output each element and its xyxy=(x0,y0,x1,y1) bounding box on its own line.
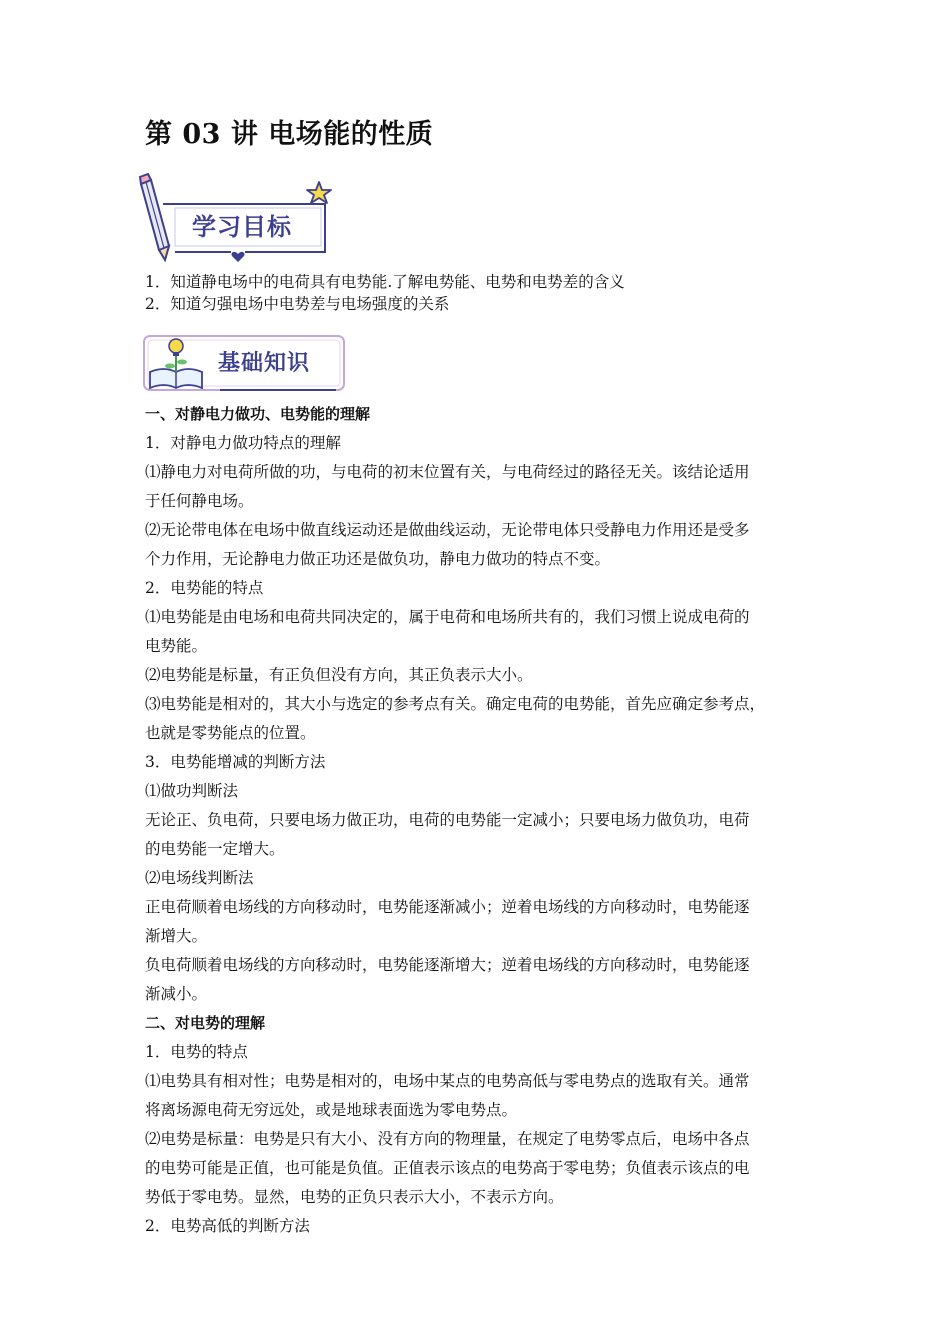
paragraph-line: 正电荷顺着电场线的方向移动时，电势能逐渐减小；逆着电场线的方向移动时，电势能逐 xyxy=(145,898,750,916)
paragraph-line: ⑵无论带电体在电场中做直线运动还是做曲线运动，无论带电体只受静电力作用还是受多 xyxy=(145,521,750,539)
paragraph-line: 于任何静电场。 xyxy=(145,492,254,510)
page-title: 第 03 讲 电场能的性质 xyxy=(145,119,434,150)
paragraph-line: 1．电势的特点 xyxy=(145,1043,248,1061)
paragraph-line: ⑶电势能是相对的，其大小与选定的参考点有关。确定电荷的电势能，首先应确定参考点， xyxy=(145,695,766,713)
paragraph-line: ⑵电场线判断法 xyxy=(145,869,254,887)
paragraph-line: 无论正、负电荷，只要电场力做正功，电荷的电势能一定减小；只要电场力做负功，电荷 xyxy=(145,811,750,829)
paragraph-line: 2．电势高低的判断方法 xyxy=(145,1217,310,1235)
paragraph-line: 2．电势能的特点 xyxy=(145,579,264,597)
paragraph-line: ⑴电势具有相对性；电势是相对的，电场中某点的电势高低与零电势点的选取有关。通常 xyxy=(145,1072,750,1090)
paragraph-line: 也就是零势能点的位置。 xyxy=(145,724,316,742)
knowledge-body xyxy=(145,400,825,1241)
paragraph-line: 渐减小。 xyxy=(145,985,208,1003)
star-icon xyxy=(307,182,331,203)
paragraph-line: 将离场源电荷无穷远处，或是地球表面选为零电势点。 xyxy=(145,1101,518,1119)
paragraph-line: ⑵电势是标量：电势是只有大小、没有方向的物理量，在规定了电势零点后，电场中各点 xyxy=(145,1130,750,1148)
paragraph-line: 的电势可能是正值，也可能是负值。正值表示该点的电势高于零电势；负值表示该点的电 xyxy=(145,1159,750,1177)
paragraph-line: 的电势能一定增大。 xyxy=(145,840,285,858)
paragraph-line: 负电荷顺着电场线的方向移动时，电势能逐渐增大；逆着电场线的方向移动时，电势能逐 xyxy=(145,956,750,974)
paragraph-line: 3．电势能增减的判断方法 xyxy=(145,753,326,771)
section-heading: 二、对电势的理解 xyxy=(145,1014,266,1032)
paragraph-line: 渐增大。 xyxy=(145,927,208,945)
heart-icon xyxy=(232,252,245,262)
paragraph-line: 1．对静电力做功特点的理解 xyxy=(145,434,341,452)
objective-1: 1．知道静电场中的电荷具有电势能.了解电势能、电势和电势差的含义 xyxy=(145,273,625,291)
paragraph-line: ⑵电势能是标量，有正负但没有方向，其正负表示大小。 xyxy=(145,666,533,684)
section-heading: 一、对静电力做功、电势能的理解 xyxy=(145,405,371,423)
paragraph-line: ⑴电势能是由电场和电荷共同决定的，属于电荷和电场所共有的，我们习惯上说成电荷的 xyxy=(145,608,750,626)
paragraph-line: 电势能。 xyxy=(145,637,208,655)
paragraph-line: 个力作用，无论静电力做正功还是做负功，静电力做功的特点不变。 xyxy=(145,550,611,568)
paragraph-line: ⑴做功判断法 xyxy=(145,782,239,800)
paragraph-line: ⑴静电力对电荷所做的功，与电荷的初末位置有关，与电荷经过的路径无关。该结论适用 xyxy=(145,463,750,481)
objective-2: 2．知道匀强电场中电势差与电场强度的关系 xyxy=(145,294,450,313)
basic-knowledge-title: 基础知识 xyxy=(218,351,311,376)
learning-goal-title: 学习目标 xyxy=(192,213,292,241)
pencil-icon xyxy=(140,174,169,260)
paragraph-line: 势低于零电势。显然，电势的正负只表示大小，不表示方向。 xyxy=(145,1188,564,1206)
